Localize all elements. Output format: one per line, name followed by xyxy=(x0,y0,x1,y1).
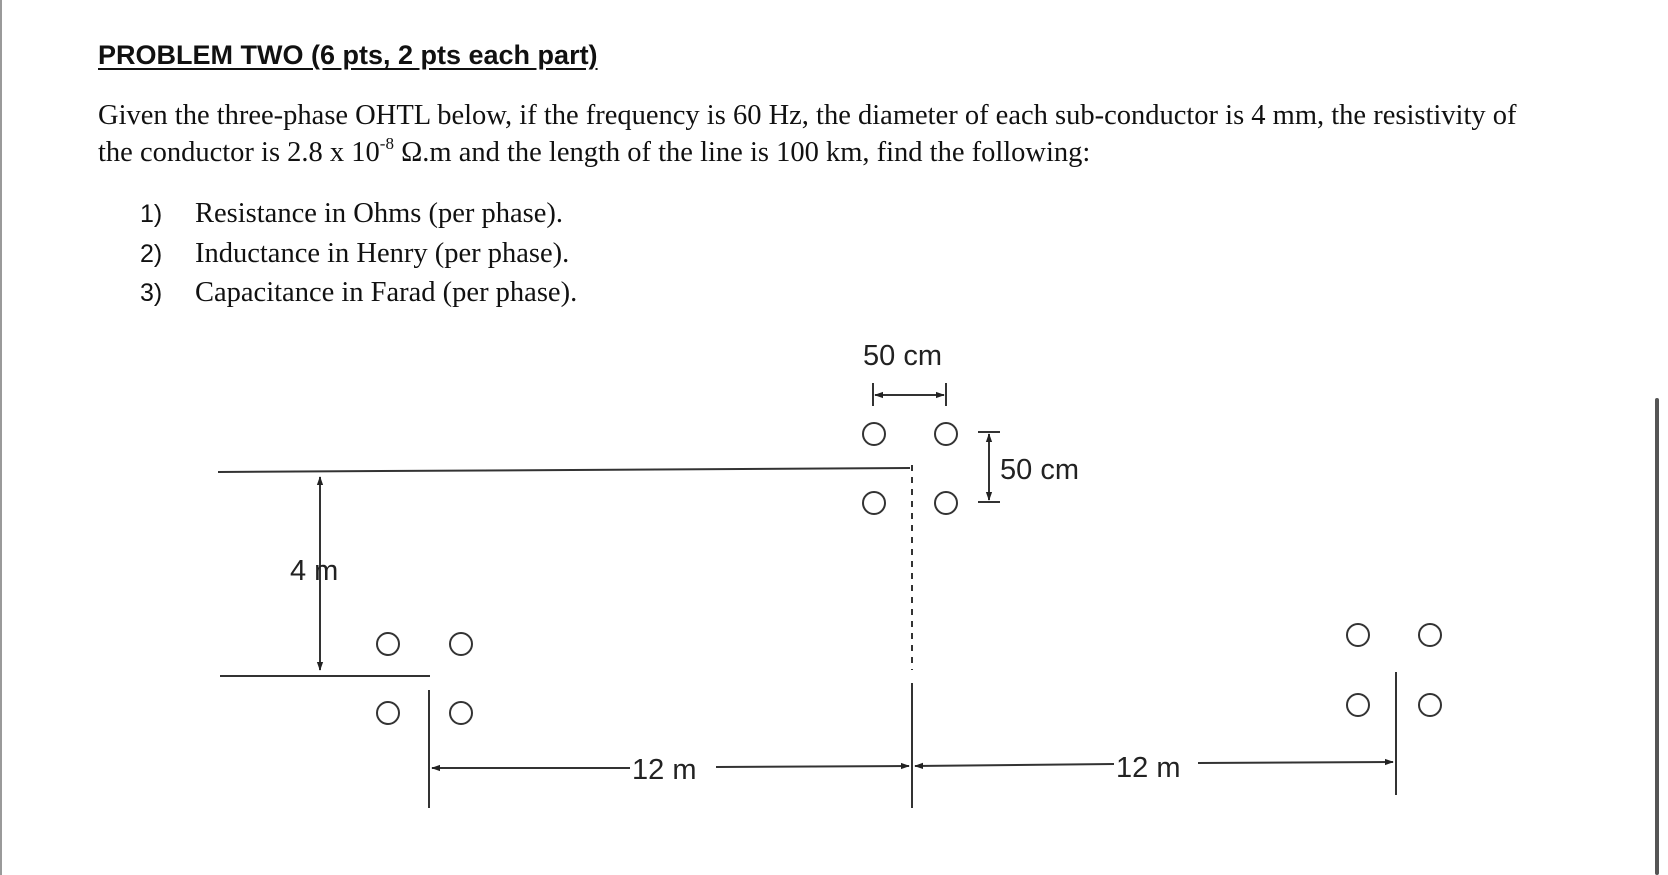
question-number: 3) xyxy=(140,279,163,307)
conductor-circle xyxy=(1419,694,1441,716)
problem-title: PROBLEM TWO (6 pts, 2 pts each part) xyxy=(98,40,598,70)
right-span-arrow-b xyxy=(1198,762,1393,763)
upper-reference-line xyxy=(218,468,910,472)
question-text: Resistance in Ohms (per phase). xyxy=(195,198,564,229)
right-span-label: 12 m xyxy=(1116,752,1181,784)
statement-line-2a: the conductor is 2.8 x 10 xyxy=(98,137,380,168)
conductor-circle xyxy=(377,633,399,655)
question-text: Capacitance in Farad (per phase). xyxy=(195,277,578,308)
conductor-circle xyxy=(450,633,472,655)
resistivity-exponent: -8 xyxy=(379,134,394,153)
conductor-circle xyxy=(1419,624,1441,646)
conductor-circle xyxy=(935,423,957,445)
conductor-circle xyxy=(1347,694,1369,716)
statement-line-1: Given the three-phase OHTL below, if the frequency is 60 Hz, the diameter of each sub-conductor is 4 mm, the resistivity of xyxy=(98,100,1517,131)
conductor-circle xyxy=(377,702,399,724)
question-text: Inductance in Henry (per phase). xyxy=(195,237,570,269)
bundle-height-label: 50 cm xyxy=(1000,454,1079,486)
question-number: 1) xyxy=(140,200,163,228)
conductor-circle xyxy=(1347,624,1369,646)
left-span-arrow-b xyxy=(716,766,909,767)
conductor-circle xyxy=(935,492,957,514)
conductor-circle xyxy=(863,423,885,445)
statement-line-2b: Ω.m and the length of the line is 100 km, find the following: xyxy=(393,137,1091,168)
left-span-label: 12 m xyxy=(632,754,697,786)
conductor-circle xyxy=(863,492,885,514)
question-number: 2) xyxy=(140,239,163,268)
bundle-width-label: 50 cm xyxy=(863,340,942,372)
height-difference-label: 4 m xyxy=(290,555,339,587)
conductor-circle xyxy=(450,702,472,724)
right-span-arrow-a xyxy=(915,764,1114,766)
